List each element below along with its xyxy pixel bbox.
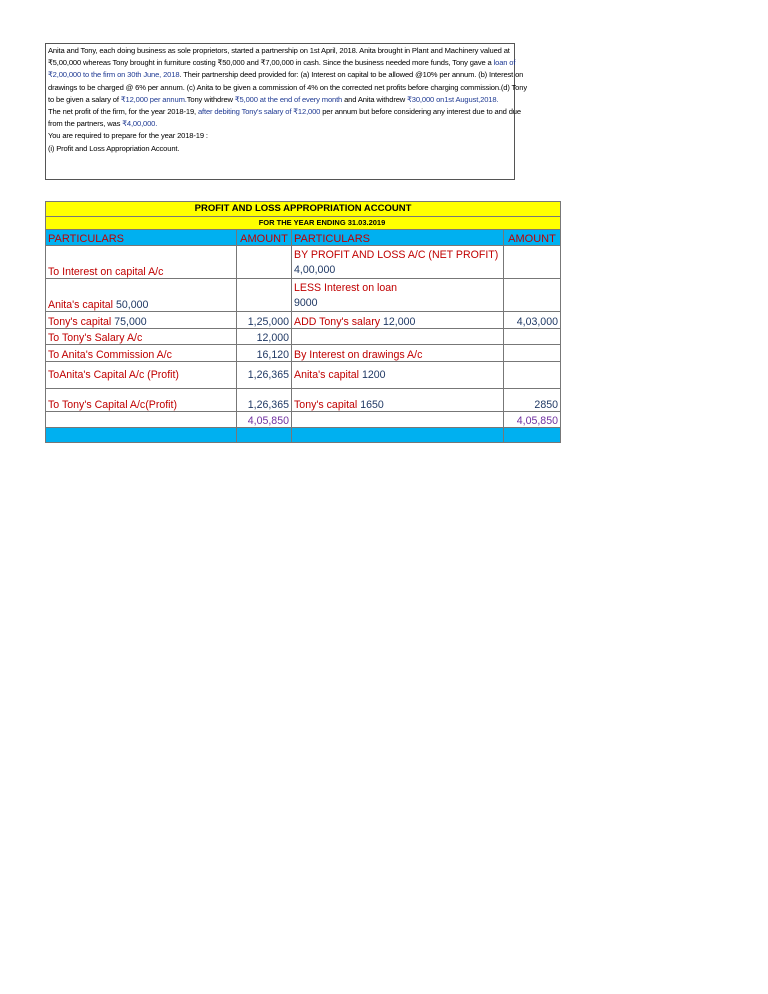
question-highlight: ₹12,000 per annum. bbox=[120, 94, 187, 104]
cell-amount: 1,25,000 bbox=[237, 312, 292, 329]
question-text: You are required to prepare for the year 2018-19 : bbox=[48, 131, 208, 141]
question-highlight: ₹5,000 at the end of every month bbox=[234, 94, 343, 104]
question-highlight: loan of bbox=[493, 58, 516, 68]
question-line bbox=[48, 118, 512, 130]
cell-particulars: ToAnita's Capital A/c (Profit) bbox=[46, 362, 237, 389]
row-value: 12,000 bbox=[382, 316, 416, 328]
bottom-band-cell bbox=[46, 428, 237, 443]
question-line bbox=[48, 82, 527, 94]
cell-particulars bbox=[46, 312, 237, 329]
cell-amount bbox=[504, 246, 561, 279]
row-label: ADD Tony's salary bbox=[294, 316, 381, 328]
cell-particulars bbox=[292, 279, 504, 312]
question-line bbox=[48, 69, 524, 81]
subtitle-row bbox=[46, 217, 561, 230]
cell-particulars bbox=[292, 362, 504, 389]
row-value: 75,000 bbox=[114, 316, 147, 328]
cell-amount: 16,120 bbox=[237, 345, 292, 362]
table-row bbox=[46, 362, 561, 389]
table-row bbox=[46, 329, 561, 345]
cell-particulars: To Tony's Salary A/c bbox=[46, 329, 237, 345]
cell-particulars: To Tony's Capital A/c(Profit) bbox=[46, 389, 237, 412]
cell-amount: 1,26,365 bbox=[237, 362, 292, 389]
total-right: 4,05,850 bbox=[504, 412, 561, 428]
cell-amount: 4,03,000 bbox=[504, 312, 561, 329]
table-row bbox=[46, 389, 561, 412]
cell-particulars bbox=[292, 389, 504, 412]
question-text: . Their partnership deed provided for: (a) Interest on capital to be allowed @10% per annum. (b) Interest on bbox=[179, 70, 524, 80]
question-text: Anita and Tony, each doing business as sole proprietors, started a partnership on 1st April, 2018. Anita brought in Plant and Machinery valued at bbox=[48, 46, 510, 55]
totals-row bbox=[46, 412, 561, 428]
cell-amount: 2850 bbox=[504, 389, 561, 412]
question-line bbox=[48, 106, 521, 118]
question-line bbox=[48, 130, 512, 142]
account-title: PROFIT AND LOSS APPROPRIATION ACCOUNT bbox=[46, 202, 561, 217]
question-text: drawings to be charged @ 6% per annum. (c) Anita to be given a commission of 4% on the corrected net profits before charging commission.(d) Tony bbox=[48, 82, 527, 92]
row-label: Anita's capital bbox=[48, 299, 114, 311]
cell-amount bbox=[504, 329, 561, 345]
row-label: Tony's capital bbox=[294, 399, 358, 411]
row-label: Anita's capital bbox=[294, 369, 360, 381]
row-value: 1200 bbox=[362, 369, 386, 381]
cell-amount: 1,26,365 bbox=[237, 389, 292, 412]
bottom-band-cell bbox=[237, 428, 292, 443]
title-row bbox=[46, 202, 561, 217]
question-text: to be given a salary of bbox=[48, 94, 119, 104]
interest-loan-label: LESS Interest on loan bbox=[294, 282, 398, 294]
row-label: Tony's capital bbox=[48, 316, 112, 328]
cell-particulars: By Interest on drawings A/c bbox=[292, 345, 504, 362]
cell-particulars: To Interest on capital A/c bbox=[46, 246, 237, 279]
question-text: from the partners, was bbox=[48, 119, 121, 129]
bottom-band-row bbox=[46, 428, 561, 443]
question-highlight: ₹4,00,000. bbox=[122, 119, 158, 129]
cell-particulars bbox=[292, 329, 504, 345]
net-profit-value: 4,00,000 bbox=[294, 264, 336, 276]
header-particulars-left: PARTICULARS bbox=[46, 230, 237, 246]
header-particulars-right: PARTICULARS bbox=[292, 230, 504, 246]
question-line bbox=[48, 94, 512, 106]
question-text: ₹5,00,000 whereas Tony brought in furniture costing ₹50,000 and ₹7,00,000 in cash. Since the business needed more funds, Tony gave a bbox=[48, 58, 492, 68]
question-highlight: after debiting Tony's salary of ₹12,000 bbox=[197, 107, 321, 117]
header-row bbox=[46, 230, 561, 246]
question-box bbox=[45, 43, 527, 180]
table-row bbox=[46, 312, 561, 329]
row-value: 50,000 bbox=[116, 299, 149, 311]
bottom-band-cell bbox=[504, 428, 561, 443]
account-subtitle: FOR THE YEAR ENDING 31.03.2019 bbox=[46, 217, 561, 230]
table-row bbox=[46, 246, 561, 279]
bottom-band-cell bbox=[292, 428, 504, 443]
question-line bbox=[48, 45, 512, 57]
cell-amount bbox=[504, 362, 561, 389]
question-text: and Anita withdrew bbox=[344, 94, 406, 104]
cell-amount bbox=[237, 246, 292, 279]
cell-amount bbox=[504, 345, 561, 362]
cell-particulars: To Anita's Commission A/c bbox=[46, 345, 237, 362]
question-highlight: ₹2,00,000 to the firm on 30th June, 2018 bbox=[48, 70, 180, 80]
cell-amount bbox=[504, 279, 561, 312]
table-row bbox=[46, 345, 561, 362]
cell-particulars bbox=[292, 412, 504, 428]
interest-loan-value: 9000 bbox=[294, 297, 318, 309]
cell-amount bbox=[237, 279, 292, 312]
question-text: per annum but before considering any interest due to and due bbox=[322, 107, 521, 117]
net-profit-label: BY PROFIT AND LOSS A/C (NET PROFIT) bbox=[294, 249, 499, 261]
question-highlight: ₹30,000 on1st August,2018. bbox=[407, 94, 499, 104]
cell-amount: 12,000 bbox=[237, 329, 292, 345]
cell-particulars bbox=[46, 279, 237, 312]
cell-particulars bbox=[292, 246, 504, 279]
question-text: (i) Profit and Loss Appropriation Account. bbox=[48, 143, 180, 153]
table-row bbox=[46, 279, 561, 312]
appropriation-account-table bbox=[45, 201, 561, 443]
header-amount-left: AMOUNT bbox=[237, 230, 292, 246]
cell-particulars bbox=[46, 412, 237, 428]
question-text: Tony withdrew bbox=[186, 94, 233, 104]
row-value: 1650 bbox=[360, 399, 384, 411]
total-left: 4,05,850 bbox=[237, 412, 292, 428]
cell-particulars bbox=[292, 312, 504, 329]
question-text: The net profit of the firm, for the year 2018-19, bbox=[48, 107, 196, 117]
header-amount-right: AMOUNT bbox=[504, 230, 561, 246]
question-line bbox=[48, 143, 512, 155]
question-line bbox=[48, 57, 516, 69]
